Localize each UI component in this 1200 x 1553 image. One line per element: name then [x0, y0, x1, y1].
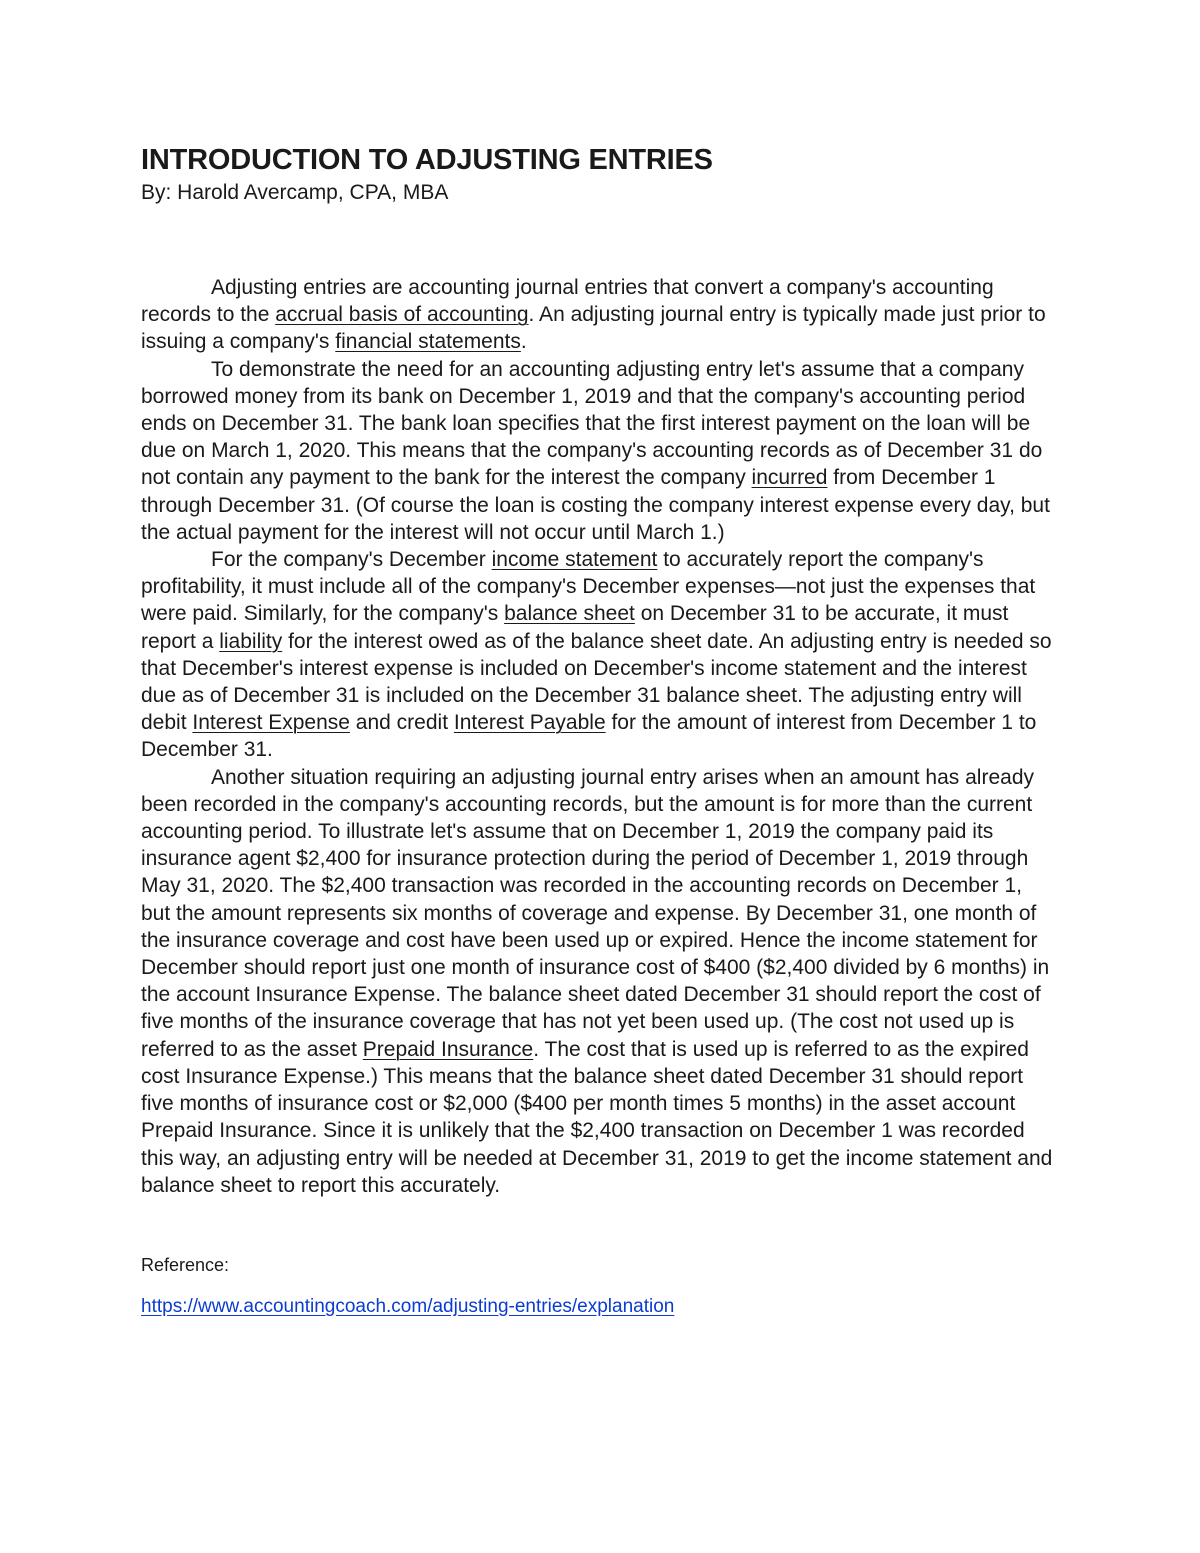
paragraph-1 — [141, 274, 1053, 356]
link-accrual-basis[interactable]: accrual basis of accounting — [275, 303, 529, 327]
paragraph-3-text-5: and credit — [349, 711, 454, 735]
paragraph-3-text-4: for the interest owed as of the balance sheet date. An adjusting entry is needed so that December's interest expense is included on December's income statement and the interest due as of December 31 is included on the December 31 balance sheet. The adjusting entry will debit — [141, 629, 1052, 735]
link-financial-statements[interactable]: financial statements — [335, 330, 521, 354]
link-balance-sheet[interactable]: balance sheet — [504, 602, 635, 626]
paragraph-3-text-1: For the company's December — [211, 548, 492, 572]
paragraph-2-text-2: from December 1 through December 31. (Of course the loan is costing the company interest expense every day, but the actual payment for the interest will not occur until March 1.) — [141, 466, 1050, 544]
paragraph-4 — [141, 764, 1053, 1199]
document-title: INTRODUCTION TO ADJUSTING ENTRIES — [141, 144, 713, 176]
link-interest-payable[interactable]: Interest Payable — [453, 711, 606, 735]
link-incurred[interactable]: incurred — [751, 466, 828, 490]
author-byline: By: Harold Avercamp, CPA, MBA — [141, 181, 449, 204]
document-page — [141, 140, 1053, 1319]
paragraph-1-text-2: . An adjusting journal entry is typically made just prior to issuing a company's — [141, 303, 1046, 354]
paragraph-4-text-2: . The cost that is used up is referred to as the expired cost Insurance Expense.) This means that the balance sheet dated December 31 should report five months of insurance cost or $2,000 ($400 per month times 5 months) in the asset account Prepaid Insurance. Since it is unlikely that the $2,400 transaction on December 1 was recorded this way, an adjusting entry will be needed at December 31, 2019 to get the income statement and balance sheet to report this accurately. — [141, 1037, 1053, 1197]
link-liability[interactable]: liability — [219, 629, 283, 653]
paragraph-3 — [141, 546, 1053, 764]
paragraph-2-text-1: To demonstrate the need for an accounting adjusting entry let's assume that a company borrowed money from its bank on December 1, 2019 and that the company's accounting period ends on December 31. The bank loan specifies that the first interest payment on the loan will be due on March 1, 2020. This means that the company's accounting records as of December 31 do not contain any payment to the bank for the interest the company — [141, 357, 1043, 490]
paragraph-1-text-3: . — [520, 330, 527, 354]
paragraph-3-text-2: to accurately report the company's profitability, it must include all of the company's December expenses—not just the expenses that were paid. Similarly, for the company's — [141, 548, 1036, 626]
link-income-statement[interactable]: income statement — [491, 548, 658, 572]
link-prepaid-insurance[interactable]: Prepaid Insurance — [362, 1037, 534, 1061]
paragraph-4-text-1: Another situation requiring an adjusting journal entry arises when an amount has already been recorded in the company's accounting records, but the amount is for more than the current accounting period. To illustrate let's assume that on December 1, 2019 the company paid its insurance agent $2,400 for insurance protection during the period of December 1, 2019 through May 31, 2020. The $2,400 transaction was recorded in the accounting records on December 1, but the amount represents six months of coverage and expense. By December 31, one month of the insurance coverage and cost have been used up or expired. Hence the income statement for December should report just one month of insurance cost of $400 ($2,400 divided by 6 months) in the account Insurance Expense. The balance sheet dated December 31 should report the cost of five months of the insurance coverage that has not yet been used up. (The cost not used up is referred to as the asset — [141, 765, 1050, 1061]
paragraph-3-text-6: for the amount of interest from December 1 to December 31. — [141, 711, 1037, 762]
reference-link[interactable]: https://www.accountingcoach.com/adjusting-entries/explanation — [141, 1295, 675, 1317]
link-interest-expense[interactable]: Interest Expense — [192, 711, 350, 735]
reference-label: Reference: — [141, 1254, 230, 1275]
paragraph-1-text-1: Adjusting entries are accounting journal entries that convert a company's accounting records to the — [141, 276, 994, 327]
paragraph-3-text-3: on December 31 to be accurate, it must report a — [141, 602, 1009, 653]
paragraph-2 — [141, 356, 1053, 546]
